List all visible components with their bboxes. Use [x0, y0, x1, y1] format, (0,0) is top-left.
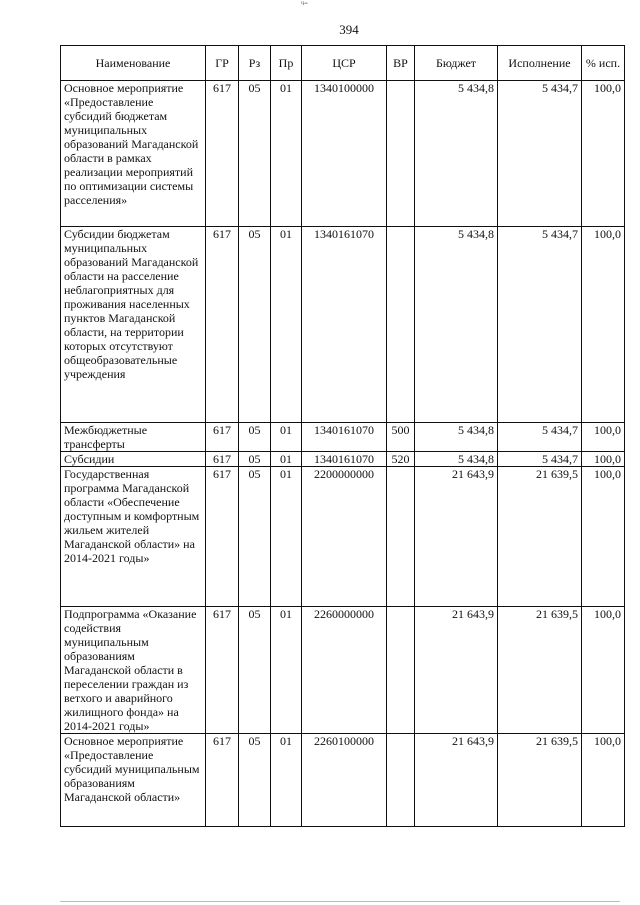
cell-percent: 100,0	[582, 227, 625, 423]
column-header-percent: % исп.	[582, 46, 625, 81]
table-row	[61, 607, 625, 734]
cell-rz: 05	[239, 81, 271, 227]
column-header-execution: Исполнение	[498, 46, 582, 81]
column-header-rz: Рз	[239, 46, 271, 81]
cell-csr: 1340161070	[302, 423, 387, 452]
cell-budget: 21 643,9	[415, 734, 498, 827]
cell-pr: 01	[271, 81, 302, 227]
cell-vr	[387, 467, 415, 607]
cell-pr: 01	[271, 607, 302, 734]
cell-percent: 100,0	[582, 734, 625, 827]
cell-gr: 617	[206, 423, 239, 452]
table-row	[61, 467, 625, 607]
cell-budget: 21 643,9	[415, 607, 498, 734]
cell-name: Подпрограмма «Оказание содействия муниципальным образованиям Магаданской области в переселении граждан из ветхого и аварийного жилищного фонда» на 2014-2021 годы»	[61, 607, 206, 734]
table-header-row	[61, 46, 625, 81]
cell-execution: 5 434,7	[498, 452, 582, 467]
cell-budget: 5 434,8	[415, 452, 498, 467]
cell-csr: 2260000000	[302, 607, 387, 734]
cell-pr: 01	[271, 467, 302, 607]
page-number: 394	[339, 22, 359, 37]
cell-vr	[387, 607, 415, 734]
cell-gr: 617	[206, 81, 239, 227]
cell-rz: 05	[239, 734, 271, 827]
cell-percent: 100,0	[582, 423, 625, 452]
cell-pr: 01	[271, 452, 302, 467]
cell-csr: 1340100000	[302, 81, 387, 227]
cell-budget: 21 643,9	[415, 467, 498, 607]
cell-percent: 100,0	[582, 467, 625, 607]
table-row	[61, 423, 625, 452]
cell-execution: 21 639,5	[498, 467, 582, 607]
cell-rz: 05	[239, 607, 271, 734]
cell-rz: 05	[239, 423, 271, 452]
cell-pr: 01	[271, 227, 302, 423]
cell-vr	[387, 81, 415, 227]
column-header-name: Наименование	[61, 46, 206, 81]
cell-execution: 5 434,7	[498, 81, 582, 227]
bottom-rule	[60, 901, 620, 902]
cell-vr: 520	[387, 452, 415, 467]
table-row	[61, 227, 625, 423]
cell-vr: 500	[387, 423, 415, 452]
cell-name: Субсидии	[61, 452, 206, 467]
cell-percent: 100,0	[582, 607, 625, 734]
column-header-gr: ГР	[206, 46, 239, 81]
cell-gr: 617	[206, 467, 239, 607]
cell-pr: 01	[271, 423, 302, 452]
table-row	[61, 81, 625, 227]
cell-name: Основное мероприятие «Предоставление субсидий муниципальным образованиям Магаданской области»	[61, 734, 206, 827]
column-header-vr: ВР	[387, 46, 415, 81]
cell-execution: 21 639,5	[498, 607, 582, 734]
cell-csr: 1340161070	[302, 227, 387, 423]
cell-execution: 5 434,7	[498, 423, 582, 452]
header-mark: Ч••	[301, 2, 308, 7]
table-row	[61, 452, 625, 467]
cell-pr: 01	[271, 734, 302, 827]
cell-execution: 5 434,7	[498, 227, 582, 423]
column-header-budget: Бюджет	[415, 46, 498, 81]
cell-rz: 05	[239, 467, 271, 607]
cell-budget: 5 434,8	[415, 227, 498, 423]
column-header-pr: Пр	[271, 46, 302, 81]
cell-name: Государственная программа Магаданской области «Обеспечение доступным и комфортным жильем жителей Магаданской области» на 2014-2021 годы»	[61, 467, 206, 607]
cell-gr: 617	[206, 734, 239, 827]
cell-budget: 5 434,8	[415, 81, 498, 227]
cell-gr: 617	[206, 452, 239, 467]
cell-vr	[387, 734, 415, 827]
budget-table	[60, 45, 625, 827]
cell-name: Основное мероприятие «Предоставление субсидий бюджетам муниципальных образований Магаданской области в рамках реализации мероприятий по оптимизации системы расселения»	[61, 81, 206, 227]
cell-rz: 05	[239, 452, 271, 467]
cell-percent: 100,0	[582, 81, 625, 227]
column-header-csr: ЦСР	[302, 46, 387, 81]
cell-gr: 617	[206, 607, 239, 734]
cell-execution: 21 639,5	[498, 734, 582, 827]
cell-rz: 05	[239, 227, 271, 423]
cell-vr	[387, 227, 415, 423]
cell-csr: 2200000000	[302, 467, 387, 607]
cell-gr: 617	[206, 227, 239, 423]
table-row	[61, 734, 625, 827]
cell-csr: 2260100000	[302, 734, 387, 827]
cell-name: Межбюджетные трансферты	[61, 423, 206, 452]
cell-csr: 1340161070	[302, 452, 387, 467]
cell-name: Субсидии бюджетам муниципальных образований Магаданской области на расселение неблагоприятных для проживания населенных пунктов Магаданской области, на территории которых отсутствуют общеобразовательные учреждения	[61, 227, 206, 423]
cell-percent: 100,0	[582, 452, 625, 467]
cell-budget: 5 434,8	[415, 423, 498, 452]
